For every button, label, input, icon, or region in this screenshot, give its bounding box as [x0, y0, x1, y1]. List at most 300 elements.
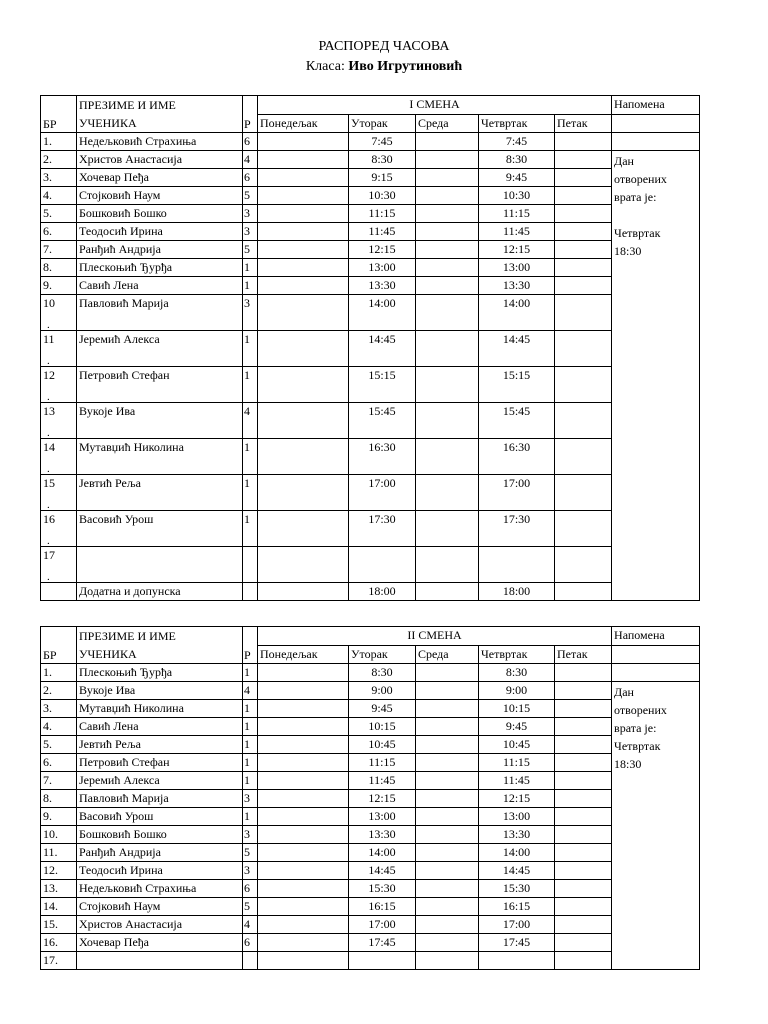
row-number [41, 205, 77, 223]
monday-cell [258, 898, 349, 916]
row-number [41, 826, 77, 844]
row-number [41, 700, 77, 718]
wednesday-cell [416, 475, 479, 511]
tuesday-time: 11:15 [349, 205, 416, 223]
row-number-text: 15. [43, 917, 58, 931]
wednesday-cell [416, 862, 479, 880]
table-row [41, 808, 700, 826]
tuesday-time: 9:15 [349, 169, 416, 187]
shift-2-table [40, 626, 700, 970]
grade-cell: 1 [243, 718, 258, 736]
thursday-time: 9:45 [479, 718, 555, 736]
student-name [77, 547, 243, 583]
grade-cell [243, 952, 258, 970]
thursday-time: 13:30 [479, 277, 555, 295]
row-number [41, 331, 77, 367]
row-number [41, 808, 77, 826]
student-name: Петровић Стефан [77, 754, 243, 772]
grade-cell: 5 [243, 898, 258, 916]
row-number [41, 664, 77, 682]
day-header-friday: Петак [555, 646, 612, 664]
tuesday-time: 10:30 [349, 187, 416, 205]
student-name: Додатна и допунска [77, 583, 243, 601]
note-first-cell [612, 664, 700, 682]
grade-cell: 5 [243, 187, 258, 205]
tuesday-time: 12:15 [349, 790, 416, 808]
friday-cell [555, 916, 612, 934]
table-row [41, 295, 700, 331]
tuesday-time: 8:30 [349, 664, 416, 682]
grade-cell: 1 [243, 736, 258, 754]
row-number [41, 439, 77, 475]
row-number [41, 583, 77, 601]
r-header [243, 627, 258, 664]
grade-cell: 6 [243, 880, 258, 898]
note-line [614, 206, 697, 224]
student-name: Ранђић Андрија [77, 241, 243, 259]
br-header [41, 96, 77, 133]
row-number-text: 6. [43, 755, 52, 769]
friday-cell [555, 547, 612, 583]
wednesday-cell [416, 241, 479, 259]
table-row [41, 736, 700, 754]
tuesday-time: 17:00 [349, 916, 416, 934]
wednesday-cell [416, 898, 479, 916]
table-row [41, 934, 700, 952]
monday-cell [258, 700, 349, 718]
tuesday-time: 13:00 [349, 808, 416, 826]
table-row [41, 898, 700, 916]
student-name: Савић Лена [77, 718, 243, 736]
wednesday-cell [416, 844, 479, 862]
row-number-text: 6. [43, 224, 52, 238]
wednesday-cell [416, 403, 479, 439]
monday-cell [258, 862, 349, 880]
friday-cell [555, 754, 612, 772]
grade-cell: 3 [243, 826, 258, 844]
friday-cell [555, 151, 612, 169]
day-header-thursday: Четвртак [479, 646, 555, 664]
tuesday-time: 7:45 [349, 133, 416, 151]
table-row [41, 844, 700, 862]
student-name: Павловић Марија [77, 295, 243, 331]
row-number-text: 1. [43, 134, 52, 148]
wednesday-cell [416, 682, 479, 700]
student-name: Хочевар Пеђа [77, 169, 243, 187]
friday-cell [555, 475, 612, 511]
note-first-cell [612, 133, 700, 151]
row-number-text: 1. [43, 665, 52, 679]
name-header-line2: УЧЕНИКА [79, 116, 137, 130]
monday-cell [258, 277, 349, 295]
note-line: врата је: [614, 190, 657, 204]
wednesday-cell [416, 583, 479, 601]
wednesday-cell [416, 367, 479, 403]
student-name: Вукоје Ива [77, 403, 243, 439]
grade-cell: 1 [243, 259, 258, 277]
note-line: Дан [614, 154, 634, 168]
note-header: Напомена [612, 627, 700, 646]
grade-cell: 1 [243, 808, 258, 826]
day-header-tuesday: Уторак [349, 646, 416, 664]
tuesday-time: 11:45 [349, 772, 416, 790]
row-number-text: 5. [43, 737, 52, 751]
note-line: Четвртак [614, 739, 661, 753]
table-row [41, 583, 700, 601]
grade-cell [243, 583, 258, 601]
row-number [41, 862, 77, 880]
grade-cell: 4 [243, 916, 258, 934]
table-row [41, 169, 700, 187]
note-header-spacer [612, 115, 700, 133]
thursday-time [479, 952, 555, 970]
monday-cell [258, 826, 349, 844]
monday-cell [258, 916, 349, 934]
day-header-friday: Петак [555, 115, 612, 133]
thursday-time: 15:15 [479, 367, 555, 403]
tuesday-time: 12:15 [349, 241, 416, 259]
thursday-time: 11:45 [479, 223, 555, 241]
wednesday-cell [416, 187, 479, 205]
br-header [41, 627, 77, 664]
note-header-spacer [612, 646, 700, 664]
row-number [41, 151, 77, 169]
row-number-text: 17 [43, 548, 55, 562]
friday-cell [555, 898, 612, 916]
note-line: врата је: [614, 721, 657, 735]
tuesday-time [349, 547, 416, 583]
row-number [41, 475, 77, 511]
monday-cell [258, 511, 349, 547]
monday-cell [258, 205, 349, 223]
student-name: Стојковић Наум [77, 898, 243, 916]
row-number-dot: . [47, 319, 50, 331]
table-row [41, 664, 700, 682]
row-number-text: 17. [43, 953, 58, 967]
table-row [41, 475, 700, 511]
table-row [41, 223, 700, 241]
table-row [41, 862, 700, 880]
br-header-label: БР [43, 648, 57, 662]
thursday-time: 15:45 [479, 403, 555, 439]
thursday-time: 17:00 [479, 916, 555, 934]
monday-cell [258, 790, 349, 808]
table-row [41, 331, 700, 367]
table-row [41, 772, 700, 790]
note-line: 18:30 [614, 757, 642, 771]
wednesday-cell [416, 133, 479, 151]
student-name: Вукоје Ива [77, 682, 243, 700]
table-row [41, 754, 700, 772]
table-row [41, 682, 700, 700]
row-number [41, 754, 77, 772]
day-header-tuesday: Уторак [349, 115, 416, 133]
table-row [41, 700, 700, 718]
student-name: Јеремић Алекса [77, 772, 243, 790]
table-row [41, 718, 700, 736]
grade-cell: 1 [243, 664, 258, 682]
day-header-wednesday: Среда [416, 115, 479, 133]
friday-cell [555, 844, 612, 862]
grade-cell: 3 [243, 223, 258, 241]
student-name: Теодосић Ирина [77, 862, 243, 880]
tuesday-time: 18:00 [349, 583, 416, 601]
tuesday-time: 16:30 [349, 439, 416, 475]
monday-cell [258, 934, 349, 952]
thursday-time: 9:45 [479, 169, 555, 187]
grade-cell [243, 547, 258, 583]
friday-cell [555, 331, 612, 367]
shift-2-note [612, 682, 700, 970]
tuesday-time: 8:30 [349, 151, 416, 169]
thursday-time [479, 547, 555, 583]
r-header [243, 96, 258, 133]
shift-1-table [40, 95, 700, 601]
monday-cell [258, 772, 349, 790]
table-row [41, 187, 700, 205]
table-row [41, 952, 700, 970]
r-header-label: Р [244, 648, 251, 662]
student-name: Јевтић Реља [77, 475, 243, 511]
friday-cell [555, 295, 612, 331]
wednesday-cell [416, 151, 479, 169]
friday-cell [555, 241, 612, 259]
student-name: Савић Лена [77, 277, 243, 295]
table-row [41, 367, 700, 403]
row-number [41, 259, 77, 277]
student-name: Недељковић Страхиња [77, 133, 243, 151]
friday-cell [555, 511, 612, 547]
friday-cell [555, 790, 612, 808]
monday-cell [258, 682, 349, 700]
shift-1-shift-label: I СМЕНА [258, 96, 612, 115]
tuesday-time: 10:45 [349, 736, 416, 754]
row-number [41, 511, 77, 547]
tuesday-time: 14:45 [349, 331, 416, 367]
row-number-text: 10. [43, 827, 58, 841]
wednesday-cell [416, 700, 479, 718]
row-number-text: 12 [43, 368, 55, 382]
name-header-line1: ПРЕЗИМЕ И ИМЕ [79, 98, 176, 112]
thursday-time: 18:00 [479, 583, 555, 601]
row-number [41, 403, 77, 439]
thursday-time: 14:00 [479, 295, 555, 331]
row-number-text: 4. [43, 719, 52, 733]
table-row [41, 259, 700, 277]
thursday-time: 15:30 [479, 880, 555, 898]
row-number [41, 736, 77, 754]
table-row [41, 790, 700, 808]
row-number-text: 7. [43, 242, 52, 256]
row-number-text: 8. [43, 260, 52, 274]
row-number-dot: . [47, 355, 50, 367]
note-line: отворених [614, 172, 667, 186]
row-number-text: 8. [43, 791, 52, 805]
thursday-time: 12:15 [479, 241, 555, 259]
student-name: Павловић Марија [77, 790, 243, 808]
row-number [41, 916, 77, 934]
grade-cell: 5 [243, 241, 258, 259]
row-number-text: 12. [43, 863, 58, 877]
student-name: Плескоњић Ђурђа [77, 664, 243, 682]
class-name: Иво Игрутиновић [348, 59, 463, 74]
row-number-text: 7. [43, 773, 52, 787]
friday-cell [555, 880, 612, 898]
student-name: Јеремић Алекса [77, 331, 243, 367]
day-header-wednesday: Среда [416, 646, 479, 664]
tuesday-time: 17:00 [349, 475, 416, 511]
day-header-monday: Понедељак [258, 115, 349, 133]
student-name [77, 952, 243, 970]
name-header-line1: ПРЕЗИМЕ И ИМЕ [79, 629, 176, 643]
friday-cell [555, 223, 612, 241]
student-name: Плескоњић Ђурђа [77, 259, 243, 277]
table-row [41, 439, 700, 475]
friday-cell [555, 826, 612, 844]
student-name: Бошковић Бошко [77, 205, 243, 223]
monday-cell [258, 880, 349, 898]
row-number [41, 790, 77, 808]
row-number [41, 169, 77, 187]
shift-2-shift-label: II СМЕНА [258, 627, 612, 646]
monday-cell [258, 367, 349, 403]
grade-cell: 4 [243, 151, 258, 169]
tuesday-time: 13:30 [349, 826, 416, 844]
wednesday-cell [416, 718, 479, 736]
table-row [41, 826, 700, 844]
friday-cell [555, 934, 612, 952]
wednesday-cell [416, 295, 479, 331]
br-header-label: БР [43, 117, 57, 131]
row-number [41, 934, 77, 952]
grade-cell: 1 [243, 367, 258, 403]
tuesday-time: 13:00 [349, 259, 416, 277]
tuesday-time: 15:45 [349, 403, 416, 439]
tuesday-time: 11:15 [349, 754, 416, 772]
note-header: Напомена [612, 96, 700, 115]
thursday-time: 7:45 [479, 133, 555, 151]
tuesday-time: 17:45 [349, 934, 416, 952]
row-number [41, 952, 77, 970]
monday-cell [258, 241, 349, 259]
student-name: Недељковић Страхиња [77, 880, 243, 898]
row-number [41, 133, 77, 151]
row-number-text: 13 [43, 404, 55, 418]
thursday-time: 11:15 [479, 205, 555, 223]
friday-cell [555, 439, 612, 475]
name-header [77, 627, 243, 664]
grade-cell: 3 [243, 790, 258, 808]
tuesday-time: 15:15 [349, 367, 416, 403]
student-name: Васовић Урош [77, 511, 243, 547]
row-number-text: 2. [43, 683, 52, 697]
r-header-label: Р [244, 117, 251, 131]
friday-cell [555, 583, 612, 601]
wednesday-cell [416, 880, 479, 898]
student-name: Теодосић Ирина [77, 223, 243, 241]
wednesday-cell [416, 952, 479, 970]
note-line: Четвртак [614, 226, 661, 240]
row-number-text: 5. [43, 206, 52, 220]
monday-cell [258, 844, 349, 862]
grade-cell: 1 [243, 439, 258, 475]
wednesday-cell [416, 916, 479, 934]
thursday-time: 13:00 [479, 259, 555, 277]
student-name: Бошковић Бошко [77, 826, 243, 844]
friday-cell [555, 169, 612, 187]
day-header-thursday: Четвртак [479, 115, 555, 133]
row-number-dot: . [47, 427, 50, 439]
friday-cell [555, 403, 612, 439]
thursday-time: 14:45 [479, 862, 555, 880]
thursday-time: 10:15 [479, 700, 555, 718]
friday-cell [555, 277, 612, 295]
grade-cell: 6 [243, 133, 258, 151]
friday-cell [555, 718, 612, 736]
row-number [41, 241, 77, 259]
monday-cell [258, 151, 349, 169]
friday-cell [555, 700, 612, 718]
row-number-text: 14 [43, 440, 55, 454]
student-name: Мутавџић Николина [77, 700, 243, 718]
table-row [41, 241, 700, 259]
tuesday-time: 17:30 [349, 511, 416, 547]
name-header [77, 96, 243, 133]
monday-cell [258, 133, 349, 151]
row-number [41, 844, 77, 862]
monday-cell [258, 403, 349, 439]
tuesday-time: 10:15 [349, 718, 416, 736]
grade-cell: 4 [243, 682, 258, 700]
note-line: Дан [614, 685, 634, 699]
row-number-dot: . [47, 571, 50, 583]
tuesday-time: 11:45 [349, 223, 416, 241]
grade-cell: 1 [243, 511, 258, 547]
row-number-text: 11 [43, 332, 55, 346]
row-number-text: 14. [43, 899, 58, 913]
student-name: Христов Анастасија [77, 151, 243, 169]
monday-cell [258, 754, 349, 772]
student-name: Ранђић Андрија [77, 844, 243, 862]
row-number-text: 9. [43, 278, 52, 292]
thursday-time: 14:00 [479, 844, 555, 862]
student-name: Христов Анастасија [77, 916, 243, 934]
shift-1-note [612, 151, 700, 601]
monday-cell [258, 259, 349, 277]
tuesday-time: 14:00 [349, 295, 416, 331]
monday-cell [258, 331, 349, 367]
tuesday-time: 9:45 [349, 700, 416, 718]
name-header-line2: УЧЕНИКА [79, 647, 137, 661]
row-number-text: 9. [43, 809, 52, 823]
row-number [41, 682, 77, 700]
thursday-time: 11:15 [479, 754, 555, 772]
row-number-dot: . [47, 463, 50, 475]
wednesday-cell [416, 259, 479, 277]
row-number-text: 11. [43, 845, 58, 859]
grade-cell: 4 [243, 403, 258, 439]
thursday-time: 8:30 [479, 151, 555, 169]
tuesday-time: 14:45 [349, 862, 416, 880]
tuesday-time: 13:30 [349, 277, 416, 295]
monday-cell [258, 736, 349, 754]
thursday-time: 17:30 [479, 511, 555, 547]
row-number-dot: . [47, 535, 50, 547]
friday-cell [555, 952, 612, 970]
class-line [0, 58, 768, 75]
row-number-text: 2. [43, 152, 52, 166]
table-row [41, 277, 700, 295]
